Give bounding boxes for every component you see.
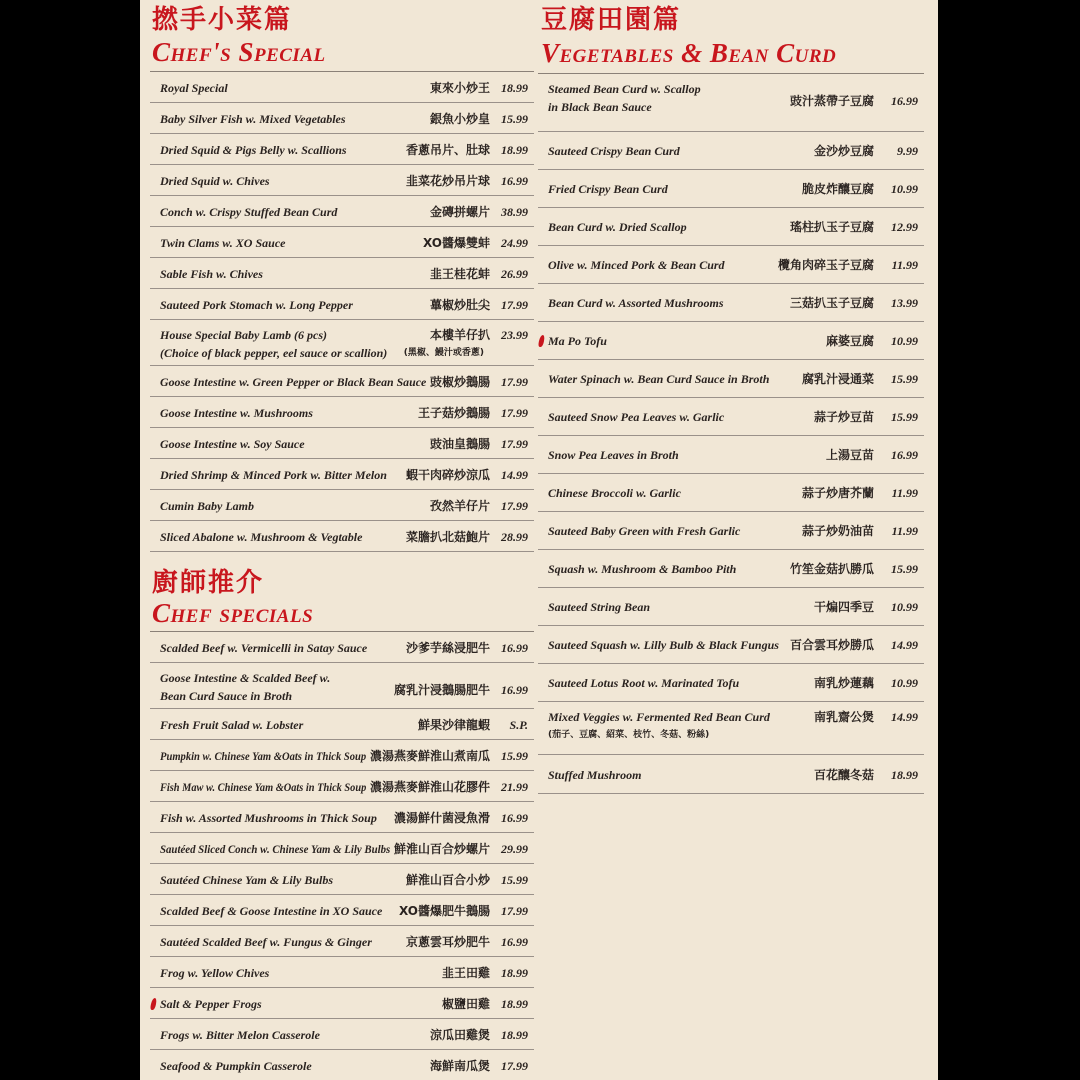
- dish-name-zh: 韭菜花炒吊片球: [405, 174, 490, 188]
- dish-price: 21.99: [501, 780, 528, 794]
- dish-name: Chinese Broccoli w. Garlic: [548, 486, 681, 500]
- dish-name: Ma Po Tofu: [548, 334, 607, 348]
- dish-name-zh: 豉油皇鵝腸: [429, 437, 490, 451]
- menu-item: [538, 626, 924, 664]
- dish-name-zh: 脆皮炸釀豆腐: [801, 182, 874, 196]
- dish-name: Sauteed String Bean: [548, 600, 651, 614]
- dish-price: 15.99: [891, 562, 918, 576]
- menu-item: [150, 521, 534, 552]
- dish-name-zh: 涼瓜田雞煲: [429, 1028, 490, 1042]
- chili-icon: [150, 998, 158, 1010]
- dish-name-zh: 本樓羊仔扒: [429, 328, 490, 342]
- dish-name-zh: 菜膽扒北菇鮑片: [405, 530, 490, 544]
- dish-price: 16.99: [891, 94, 918, 108]
- dish-name: Goose Intestine & Scalded Beef w.: [160, 671, 331, 685]
- menu-item: [538, 322, 924, 360]
- chef-specials-list: [150, 632, 534, 1080]
- dish-price: 10.99: [891, 676, 918, 690]
- vegetables-list: [538, 74, 924, 794]
- menu-item: [150, 227, 534, 258]
- dish-price: 10.99: [891, 182, 918, 196]
- dish-name-zh: 百花釀冬菇: [813, 768, 874, 782]
- dish-price: 18.99: [501, 143, 528, 157]
- menu-item: [150, 988, 534, 1019]
- dish-name: Olive w. Minced Pork & Bean Curd: [548, 258, 725, 272]
- menu-item: [538, 208, 924, 246]
- dish-name-zh: 麻婆豆腐: [825, 334, 874, 348]
- dish-price: 26.99: [501, 267, 528, 281]
- dish-price: 15.99: [501, 749, 528, 763]
- menu-item: [150, 428, 534, 459]
- dish-name: Seafood & Pumpkin Casserole: [160, 1059, 312, 1073]
- menu-item: [538, 170, 924, 208]
- dish-name-line2: Bean Curd Sauce in Broth: [160, 689, 293, 703]
- dish-price: 17.99: [501, 904, 528, 918]
- dish-price: S.P.: [509, 718, 528, 732]
- dish-price: 11.99: [891, 524, 918, 538]
- menu-item: [150, 1019, 534, 1050]
- dish-name-zh: 腐乳汁浸鵝腸肥牛: [393, 683, 490, 697]
- dish-name: Sautéed Chinese Yam & Lily Bulbs: [160, 873, 334, 887]
- dish-name: Cumin Baby Lamb: [160, 499, 255, 513]
- dish-price: 14.99: [891, 638, 918, 652]
- vegetables-header: [538, 0, 924, 74]
- left-column: [150, 0, 534, 1080]
- dish-name: Mixed Veggies w. Fermented Red Bean Curd: [548, 710, 770, 724]
- section-title-zh: 廚師推介: [152, 568, 265, 598]
- dish-price: 15.99: [501, 112, 528, 126]
- dish-name-zh: 上湯豆苗: [825, 448, 874, 462]
- dish-price: 15.99: [891, 372, 918, 386]
- menu-item: [150, 802, 534, 833]
- dish-name-zh: 椒鹽田雞: [441, 997, 490, 1011]
- dish-name: Bean Curd w. Dried Scallop: [548, 220, 687, 234]
- dish-price: 11.99: [891, 258, 918, 272]
- dish-name-zh: 蓽椒炒肚尖: [429, 298, 490, 312]
- dish-name: Conch w. Crispy Stuffed Bean Curd: [160, 205, 338, 219]
- dish-name-zh: 鮮淮山百合炒螺片: [393, 842, 490, 856]
- section-title-en: Vegetables & Bean Curd: [541, 38, 837, 68]
- dish-price: 17.99: [501, 437, 528, 451]
- menu-item: [538, 755, 924, 794]
- dish-name: Goose Intestine w. Mushrooms: [160, 406, 313, 420]
- dish-name: Frog w. Yellow Chives: [160, 966, 270, 980]
- dish-name: Salt & Pepper Frogs: [160, 997, 262, 1011]
- dish-name: Goose Intestine w. Soy Sauce: [160, 437, 305, 451]
- dish-price: 16.99: [891, 448, 918, 462]
- dish-name-zh: 百合雲耳炒勝瓜: [789, 638, 874, 652]
- dish-name: Sauteed Pork Stomach w. Long Pepper: [160, 298, 353, 312]
- menu-item: [150, 663, 534, 709]
- dish-name: Scalded Beef w. Vermicelli in Satay Sauce: [160, 641, 368, 655]
- dish-name: Goose Intestine w. Green Pepper or Black Bean Sauce: [160, 375, 427, 389]
- dish-name: Fish Maw w. Chinese Yam &Oats in Thick Soup: [160, 780, 367, 794]
- menu-item: [538, 246, 924, 284]
- dish-price: 28.99: [501, 530, 528, 544]
- dish-name-zh: 蝦干肉碎炒涼瓜: [405, 468, 490, 482]
- dish-name: Sliced Abalone w. Mushroom & Vegtable: [160, 530, 363, 544]
- dish-name: Fresh Fruit Salad w. Lobster: [160, 718, 304, 732]
- menu-item: [538, 284, 924, 322]
- dish-name-zh: 濃湯燕麥鮮淮山花膠件: [369, 780, 490, 794]
- dish-name-zh: 金沙炒豆腐: [813, 144, 874, 158]
- section-title-en: Chef specials: [152, 598, 314, 628]
- dish-name-zh: 瑤柱扒玉子豆腐: [789, 220, 874, 234]
- dish-price: 18.99: [501, 966, 528, 980]
- menu-item: [150, 258, 534, 289]
- dish-name: Dried Squid & Pigs Belly w. Scallions: [160, 143, 347, 157]
- dish-name: Fish w. Assorted Mushrooms in Thick Soup: [160, 811, 377, 825]
- dish-name-zh: 沙爹芋絲浸肥牛: [405, 641, 490, 655]
- menu-item: [538, 512, 924, 550]
- dish-name-zh: 三菇扒玉子豆腐: [789, 296, 874, 310]
- dish-price: 10.99: [891, 600, 918, 614]
- dish-name: Sable Fish w. Chives: [160, 267, 263, 281]
- dish-name: Water Spinach w. Bean Curd Sauce in Broth: [548, 372, 770, 386]
- menu-item: [150, 134, 534, 165]
- dish-name-zh: 鮮淮山百合小炒: [405, 873, 490, 887]
- dish-name-zh: 南乳炒蓮藕: [813, 676, 874, 690]
- menu-item: [150, 397, 534, 428]
- dish-name-zh: 豉椒炒鵝腸: [429, 375, 490, 389]
- dish-note-zh: (黑椒、鰻汁或香蔥): [403, 348, 484, 358]
- dish-name-zh: 濃湯燕麥鮮淮山煮南瓜: [369, 749, 490, 763]
- chef-specials-header: [150, 552, 534, 632]
- chef-special-list: [150, 72, 534, 552]
- dish-name-line2: in Black Bean Sauce: [548, 100, 652, 114]
- dish-note-zh: (茄子、豆腐、紹菜、枝竹、冬菇、粉絲): [548, 730, 710, 740]
- menu-item: [150, 864, 534, 895]
- section-title-zh: 豆腐田園篇: [541, 5, 682, 35]
- menu-item: [150, 72, 534, 103]
- menu-item: [538, 664, 924, 702]
- menu-item: [150, 833, 534, 864]
- dish-name: Dried Squid w. Chives: [160, 174, 270, 188]
- dish-price: 16.99: [501, 683, 528, 697]
- section-title-zh: 撚手小菜篇: [152, 5, 293, 35]
- dish-name: Twin Clams w. XO Sauce: [160, 236, 286, 250]
- menu-item: [150, 459, 534, 490]
- menu-item: [150, 196, 534, 227]
- dish-price: 11.99: [891, 486, 918, 500]
- menu-item: [538, 702, 924, 755]
- dish-name-zh: 竹笙金菇扒勝瓜: [789, 562, 874, 576]
- dish-price: 16.99: [501, 935, 528, 949]
- dish-name-zh: 腐乳汁浸通菜: [801, 372, 874, 386]
- dish-price: 17.99: [501, 406, 528, 420]
- dish-name: Steamed Bean Curd w. Scallop: [548, 82, 701, 96]
- menu-item: [150, 289, 534, 320]
- menu-item: [538, 436, 924, 474]
- dish-name: Sautéed Sliced Conch w. Chinese Yam & Lily Bulbs: [160, 842, 391, 856]
- menu-item: [150, 926, 534, 957]
- dish-name: Dried Shrimp & Minced Pork w. Bitter Melon: [160, 468, 387, 482]
- menu-item: [538, 474, 924, 512]
- menu-item: [150, 320, 534, 366]
- dish-name-zh: 韭王田雞: [441, 966, 490, 980]
- dish-name: Snow Pea Leaves in Broth: [548, 448, 679, 462]
- dish-price: 17.99: [501, 1059, 528, 1073]
- dish-price: 17.99: [501, 499, 528, 513]
- dish-name-zh: 南乳齋公煲: [813, 710, 874, 724]
- menu-item: [150, 1050, 534, 1080]
- menu-item: [538, 360, 924, 398]
- right-column: [538, 0, 924, 794]
- menu-item: [150, 490, 534, 521]
- dish-price: 18.99: [501, 81, 528, 95]
- menu-item: [538, 132, 924, 170]
- dish-name-zh: 香蔥吊片、肚球: [405, 143, 490, 157]
- dish-name: Scalded Beef & Goose Intestine in XO Sauce: [160, 904, 383, 918]
- dish-price: 15.99: [501, 873, 528, 887]
- dish-name: House Special Baby Lamb (6 pcs): [160, 328, 327, 342]
- menu-item: [538, 550, 924, 588]
- dish-name-zh: 海鮮南瓜煲: [429, 1059, 490, 1073]
- menu-item: [150, 103, 534, 134]
- dish-price: 16.99: [501, 811, 528, 825]
- dish-name-zh: 東來小炒王: [429, 81, 490, 95]
- menu-item: [538, 398, 924, 436]
- dish-name-zh: 王子菇炒鵝腸: [417, 406, 490, 420]
- menu-item: [150, 957, 534, 988]
- section-title-en: Chef's Special: [152, 37, 326, 67]
- menu-item: [150, 771, 534, 802]
- menu-item: [150, 366, 534, 397]
- dish-name-zh: 韭王桂花蚌: [429, 267, 490, 281]
- dish-name: Stuffed Mushroom: [548, 768, 642, 782]
- menu-item: [538, 74, 924, 132]
- dish-price: 14.99: [891, 710, 918, 724]
- dish-name-zh: 蒜子炒豆苗: [813, 410, 874, 424]
- chili-icon: [538, 335, 546, 347]
- dish-name-zh: 濃湯鮮什菌浸魚滑: [393, 811, 490, 825]
- dish-price: 38.99: [501, 205, 528, 219]
- menu-item: [150, 632, 534, 663]
- dish-name-zh: XO醬爆肥牛鵝腸: [398, 904, 490, 918]
- menu-item: [150, 165, 534, 196]
- menu-item: [150, 740, 534, 771]
- dish-name: Sautéed Scalded Beef w. Fungus & Ginger: [160, 935, 372, 949]
- dish-price: 18.99: [891, 768, 918, 782]
- dish-name: Bean Curd w. Assorted Mushrooms: [548, 296, 724, 310]
- dish-name-zh: 干煸四季豆: [813, 600, 874, 614]
- dish-name: Frogs w. Bitter Melon Casserole: [160, 1028, 320, 1042]
- dish-price: 18.99: [501, 997, 528, 1011]
- dish-name: Sauteed Baby Green with Fresh Garlic: [548, 524, 741, 538]
- dish-name-zh: 孜然羊仔片: [429, 499, 490, 513]
- dish-name: Pumpkin w. Chinese Yam &Oats in Thick Soup: [160, 749, 367, 763]
- menu-item: [150, 895, 534, 926]
- dish-price: 23.99: [501, 328, 528, 342]
- dish-name: Squash w. Mushroom & Bamboo Pith: [548, 562, 737, 576]
- dish-name: Sauteed Squash w. Lilly Bulb & Black Fungus: [548, 638, 779, 652]
- dish-name: Sauteed Lotus Root w. Marinated Tofu: [548, 676, 740, 690]
- dish-name: Fried Crispy Bean Curd: [548, 182, 668, 196]
- dish-price: 15.99: [891, 410, 918, 424]
- dish-price: 24.99: [501, 236, 528, 250]
- dish-price: 17.99: [501, 375, 528, 389]
- dish-name-zh: 銀魚小炒皇: [429, 112, 490, 126]
- dish-name-zh: 蒜子炒唐芥蘭: [801, 486, 874, 500]
- menu-page: [140, 0, 938, 1080]
- dish-name: Royal Special: [160, 81, 228, 95]
- dish-name-line2: (Choice of black pepper, eel sauce or scallion): [160, 346, 388, 360]
- dish-name-zh: 鮮果沙律龍蝦: [417, 718, 490, 732]
- dish-name: Sauteed Snow Pea Leaves w. Garlic: [548, 410, 725, 424]
- dish-price: 17.99: [501, 298, 528, 312]
- dish-price: 14.99: [501, 468, 528, 482]
- dish-name-zh: 金磚拼螺片: [429, 205, 490, 219]
- dish-price: 18.99: [501, 1028, 528, 1042]
- dish-name: Sauteed Crispy Bean Curd: [548, 144, 680, 158]
- dish-name-zh: 欖角肉碎玉子豆腐: [777, 258, 874, 272]
- menu-item: [538, 588, 924, 626]
- dish-price: 9.99: [897, 144, 918, 158]
- dish-price: 12.99: [891, 220, 918, 234]
- dish-price: 16.99: [501, 641, 528, 655]
- chef-special-header: [150, 0, 534, 72]
- dish-price: 16.99: [501, 174, 528, 188]
- dish-name: Baby Silver Fish w. Mixed Vegetables: [160, 112, 346, 126]
- dish-price: 13.99: [891, 296, 918, 310]
- dish-name-zh: 蒜子炒奶油苗: [801, 524, 874, 538]
- dish-name-zh: 豉汁蒸帶子豆腐: [789, 94, 874, 108]
- dish-price: 10.99: [891, 334, 918, 348]
- dish-price: 29.99: [501, 842, 528, 856]
- dish-name-zh: 京蔥雲耳炒肥牛: [405, 935, 490, 949]
- dish-name-zh: XO醬爆雙蚌: [422, 236, 490, 250]
- menu-item: [150, 709, 534, 740]
